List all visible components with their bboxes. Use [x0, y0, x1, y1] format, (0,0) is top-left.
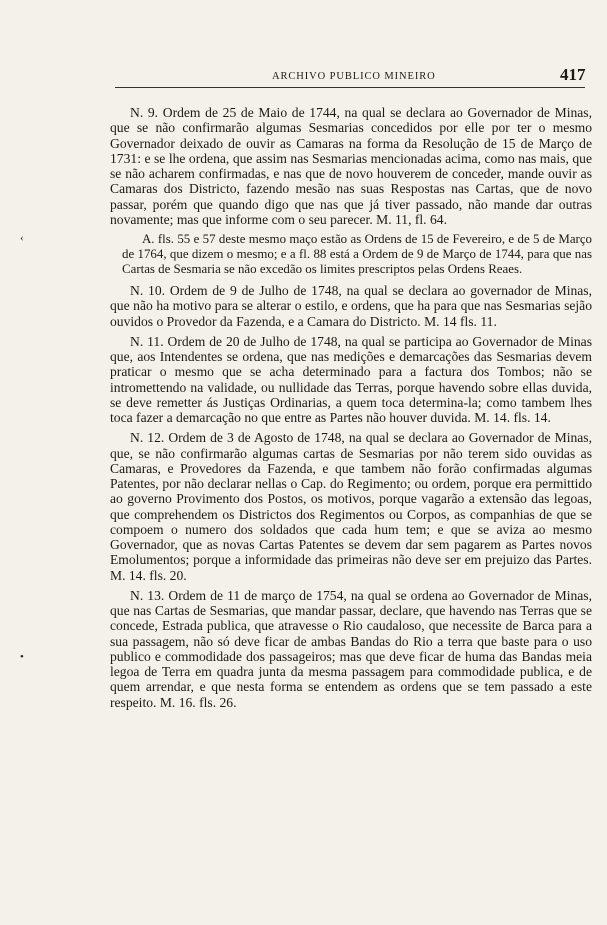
header-rule	[115, 87, 585, 88]
order-paragraph-9: N. 9. Ordem de 25 de Maio de 1744, na qual se declara ao Governador de Minas, que se não confirmarão algumas Sesmarias concedidos por elle por ter o mesmo Governador deixado de ouvir as Camaras na forma da Resolução de 15 de Março de 1731: e se lhe ordena, que assim nas Sesmarias mencionadas acima, como nas mais, que se não acharem confirmadas, e nas que de novo houverem de conceder, mande ouvir as Camaras dos Districto, fazendo mesão nas suas Respostas nas Cartas, que de novo passar, porém que quando digo que nas que já tiver passado, não mande dar outras novamente; mas que informe com o seu parecer. M. 11, fl. 64.	[110, 105, 592, 227]
order-paragraph-11: N. 11. Ordem de 20 de Julho de 1748, na qual se participa ao Governador de Minas que, aos Intendentes se ordena, que nas medições e demarcações das Sesmarias devem praticar o mesmo que se acha determinado para a factura dos Tombos; não se intromettendo na validade, ou nullidade das Terras, porque havendo sobre ellas duvida, se deve remetter ás Justiças Ordinarias, a quem toca determina-la; como tambem lhes toca fazer a demarcação no que entre as Partes não houver duvida. M. 14. fls. 14.	[110, 333, 592, 425]
order-paragraph-13: N. 13. Ordem de 11 de março de 1754, na qual se ordena ao Governador de Minas, que nas Cartas de Sesmarias, que mandar passar, declare, que havendo nas Terras que se concede, Estrada publica, que atravesse o Rio caudaloso, que necessite de Barca para a sua passagem, não só deve ficar de ambas Bandas do Rio a terra que baste para o uso publico e commodidade dos passageiros; mas que deve ficar de huma das Bandas meia legoa de Terra em quadra junta da mesma passagem para commodidade publica, e de quem arrendar, e que nesta forma se entendem as ordens que se tem passado a este respeito. M. 16. fls. 26.	[110, 587, 592, 710]
page-header	[0, 62, 607, 88]
editorial-note: A. fls. 55 e 57 deste mesmo maço estão as Ordens de 15 de Fevereiro, e de 5 de Março de 1764, que dizem o mesmo; e a fl. 88 está a Ordem de 9 de Março de 1744, para que nas Cartas de Sesmaria se não excedão os limites prescriptos pelas Ordens Reaes.	[122, 232, 592, 276]
margin-mark: ‹	[20, 232, 24, 244]
running-head: ARCHIVO PUBLICO MINEIRO	[272, 71, 436, 82]
order-paragraph-10: N. 10. Ordem de 9 de Julho de 1748, na qual se declara ao governador de Minas, que não ha motivo para se alterar o estilo, e ordens, que ha para que nas Sesmarias sejão ouvidos o Provedor da Fazenda, e a Camara do Districto. M. 14 fls. 11.	[110, 283, 592, 329]
margin-dot: •	[20, 651, 24, 663]
page-number: 417	[560, 65, 586, 84]
page-body	[110, 105, 592, 715]
order-paragraph-12: N. 12. Ordem de 3 de Agosto de 1748, na qual se declara ao Governador de Minas, que, se não confirmarão algumas cartas de Sesmarias por não terem sido ouvidas as Camaras, e Provedores da Fazenda, e que tambem não forão confirmadas algumas Patentes, por não declarar nellas o Cap. do Regimento; ou ordem, porque era permittido ao governo Provimento dos Postos, os motivos, porque vagarão a extensão das legoas, que comprehendem os Districtos dos Regimentos ou Corpos, as companhias de que se compoem o numero dos soldados que cada hum tem; e que se aviza ao mesmo Governador, que as novas Cartas Patentes se devem dar sem pagarem as Partes novos Emolumentos; porque a informidade das primeiras não deve ser em prejuizo das Partes. M. 14. fls. 20.	[110, 430, 592, 583]
